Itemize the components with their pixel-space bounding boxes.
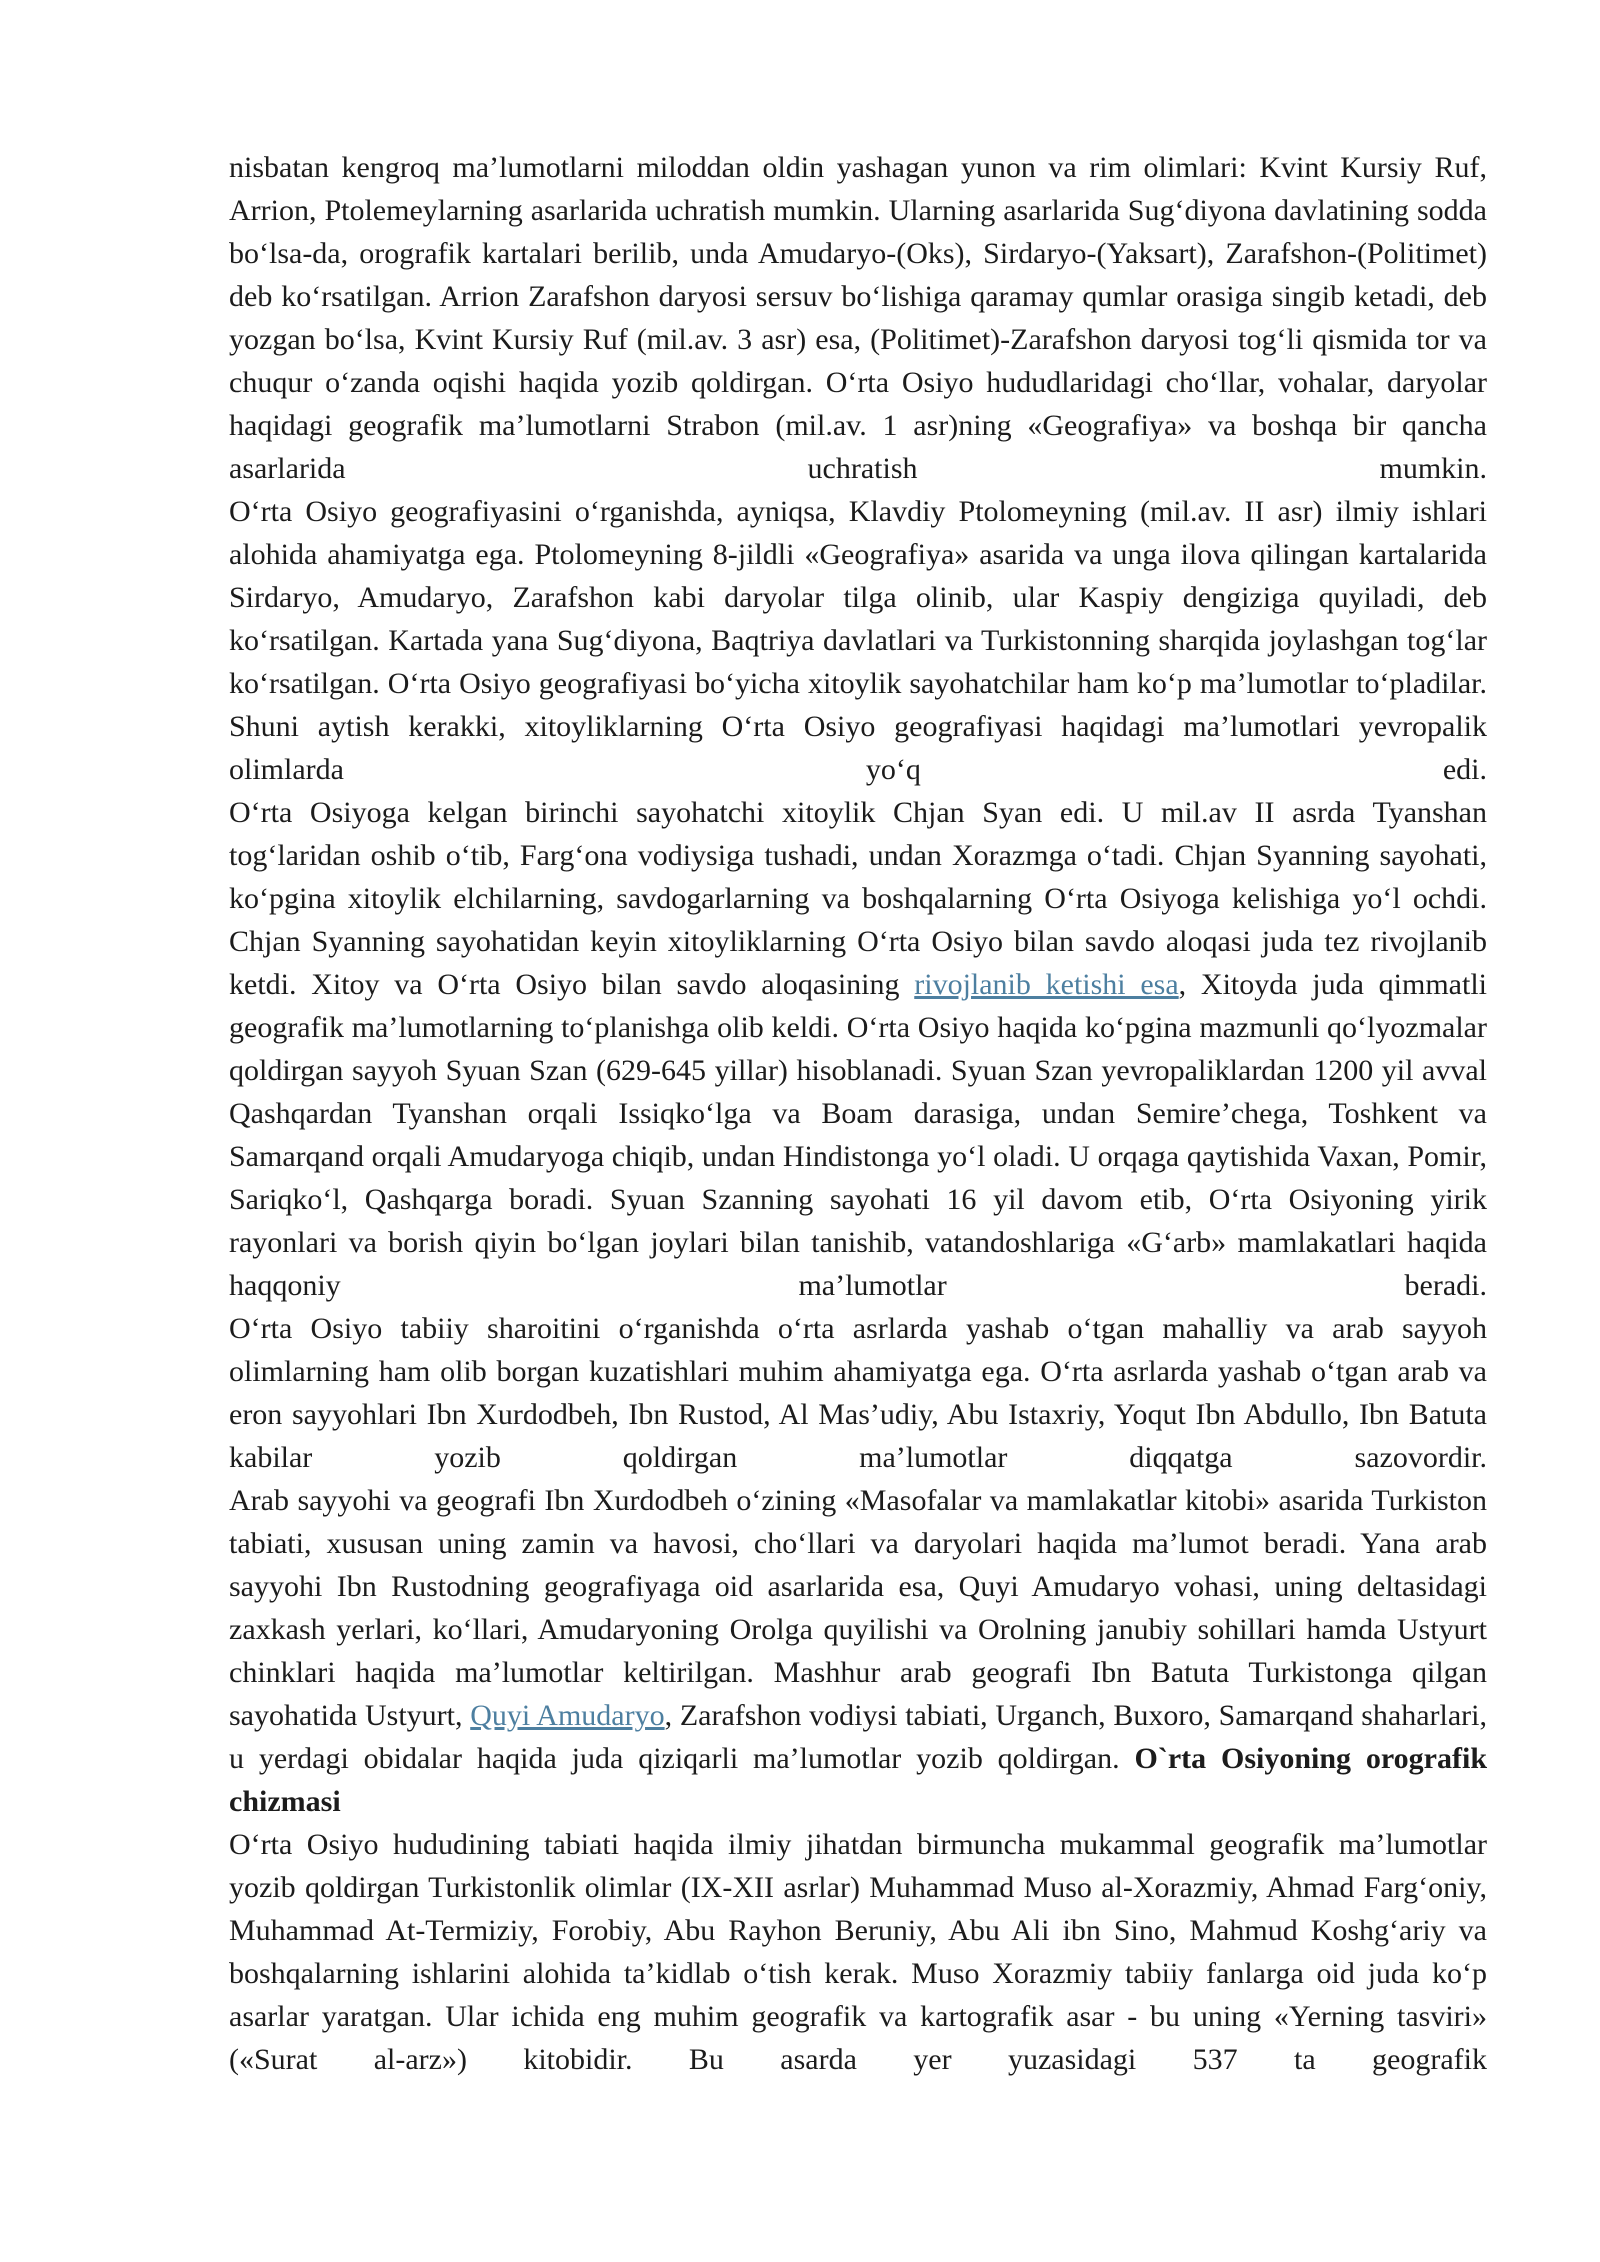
paragraph-text: O‘rta Osiyo tabiiy sharoitini o‘rganishda o‘rta asrlarda yashab o‘tgan mahalliy va arab sayyoh olimlarning ham olib borgan kuzatishlari muhim ahamiyatga ega. O‘rta asrlarda yashab o‘tgan arab va eron sayyohlari Ibn Xurdodbeh, Ibn Rustod, Al Mas’udiy, Abu Istaxriy, Yoqut Ibn Abdullo, Ibn Batuta kabilar yozib qoldirgan ma’lumotlar diqqatga sazovordir.	[229, 1312, 1487, 1474]
paragraph-chinese-travelers	[229, 791, 1487, 1307]
paragraph-text: O‘rta Osiyoga kelgan birinchi sayohatchi xitoylik Chjan Syan edi. U mil.av II asrda Tyanshan tog‘laridan oshib o‘tib, Farg‘ona vodiysiga tushadi, undan Xorazmga o‘tadi. Chjan Syanning sayohati, ko‘pgina xitoylik elchilarning, savdogarlarning va boshqalarning O‘rta Osiyoga kelishiga yo‘l ochdi. Chjan Syanning sayohatidan keyin xitoyliklarning O‘rta Osiyo bilan savdo aloqasi juda tez rivojlanib ketdi. Xitoy va O‘rta Osiyo bilan savdo aloqasining	[229, 796, 1487, 1001]
paragraph-text: nisbatan kengroq ma’lumotlarni miloddan oldin yashagan yunon va rim olimlari: Kvint Kursiy Ruf, Arrion, Ptolemeylarning asarlarida uchratish mumkin. Ularning asarlarida Sug‘diyona davlatining sodda bo‘lsa-da, orografik kartalari berilib, unda Amudaryo-(Oks), Sirdaryo-(Yaksart), Zarafshon-(Politimet) deb ko‘rsatilgan. Arrion Zarafshon daryosi sersuv bo‘lishiga qaramay qumlar orasiga singib ketadi, deb yozgan bo‘lsa, Kvint Kursiy Ruf (mil.av. 3 asr) esa, (Politimet)-Zarafshon daryosi tog‘li qismida tor va chuqur o‘zanda oqishi haqida yozib qoldirgan. O‘rta Osiyo hududlaridagi cho‘llar, vohalar, daryolar haqidagi geografik ma’lumotlarni Strabon (mil.av. 1 asr)ning «Geografiya» va boshqa bir qancha asarlarida uchratish mumkin.	[229, 151, 1487, 485]
paragraph-text: O‘rta Osiyo geografiyasini o‘rganishda, ayniqsa, Klavdiy Ptolomeyning (mil.av. II asr) ilmiy ishlari alohida ahamiyatga ega. Ptolomeyning 8-jildli «Geografiya» asarida va unga ilova qilingan kartalarida Sirdaryo, Amudaryo, Zarafshon kabi daryolar tilga olinib, ular Kaspiy dengiziga quyiladi, deb ko‘rsatilgan. Kartada yana Sug‘diyona, Baqtriya davlatlari va Turkistonning sharqida joylashgan tog‘lar ko‘rsatilgan. O‘rta Osiyo geografiyasi bo‘yicha xitoylik sayohatchilar ham ko‘p ma’lumotlar to‘pladilar. Shuni aytish kerakki, xitoyliklarning O‘rta Osiyo geografiyasi haqidagi ma’lumotlari yevropalik olimlarda yo‘q edi.	[229, 495, 1487, 786]
paragraph-ancient-sources	[229, 146, 1487, 490]
paragraph-turkestan-scholars	[229, 1823, 1487, 2081]
paragraph-text: , Zarafshon vodiysi tabiati, Urganch, Buxoro, Samarqand shaharlari, u yerdagi obidalar haqida juda qiziqarli ma’lumotlar yozib qoldirgan.	[229, 1699, 1488, 1775]
link-rivojlanib-ketishi[interactable]: rivojlanib ketishi esa	[914, 968, 1179, 1001]
paragraph-ptolemy	[229, 490, 1487, 791]
paragraph-ibn-batuta	[229, 1479, 1487, 1823]
paragraph-text: , Xitoyda juda qimmatli geografik ma’lumotlarning to‘planishga olib keldi. O‘rta Osiyo haqida ko‘pgina mazmunli qo‘lyozmalar qoldirgan sayyoh Syuan Szan (629-645 yillar) hisoblanadi. Syuan Szan yevropaliklardan 1200 yil avval Qashqardan Tyanshan orqali Issiqko‘lga va Boam darasiga, undan Semire’chega, Toshkent va Samarqand orqali Amudaryoga chiqib, undan Hindistonga yo‘l oladi. U orqaga qaytishida Vaxan, Pomir, Sariqko‘l, Qashqarga boradi. Syuan Szanning sayohati 16 yil davom etib, O‘rta Osiyoning yirik rayonlari va borish qiyin bo‘lgan joylari bilan tanishib, vatandoshlariga «G‘arb» mamlakatlari haqida haqqoniy ma’lumotlar beradi.	[229, 968, 1487, 1302]
link-quyi-amudaryo[interactable]: Quyi Amudaryo	[470, 1699, 665, 1732]
paragraph-arab-travelers	[229, 1307, 1487, 1479]
document-page	[229, 146, 1487, 2081]
section-heading: O`rta Osiyoning orografik chizmasi	[229, 1742, 1488, 1818]
paragraph-text: O‘rta Osiyo hududining tabiati haqida ilmiy jihatdan birmuncha mukammal geografik ma’lumotlar yozib qoldirgan Turkistonlik olimlar (IX-XII asrlar) Muhammad Muso al-Xorazmiy, Ahmad Farg‘oniy, Muhammad At-Termiziy, Forobiy, Abu Rayhon Beruniy, Abu Ali ibn Sino, Mahmud Koshg‘ariy va boshqalarning ishlarini alohida ta’kidlab o‘tish kerak. Muso Xorazmiy tabiiy fanlarga oid juda ko‘p asarlar yaratgan. Ular ichida eng muhim geografik va kartografik asar - bu uning «Yerning tasviri» («Surat al-arz») kitobidir. Bu asarda yer yuzasidagi 537 ta geografik	[229, 1828, 1487, 2076]
paragraph-text: Arab sayyohi va geografi Ibn Xurdodbeh o‘zining «Masofalar va mamlakatlar kitobi» asarida Turkiston tabiati, xususan uning zamin va havosi, cho‘llari va daryolari haqida ma’lumot beradi. Yana arab sayyohi Ibn Rustodning geografiyaga oid asarlarida esa, Quyi Amudaryo vohasi, uning deltasidagi zaxkash yerlari, ko‘llari, Amudaryoning Orolga quyilishi va Orolning janubiy sohillari hamda Ustyurt chinklari haqida ma’lumotlar keltirilgan. Mashhur arab geografi Ibn Batuta Turkistonga qilgan sayohatida Ustyurt,	[229, 1484, 1487, 1732]
